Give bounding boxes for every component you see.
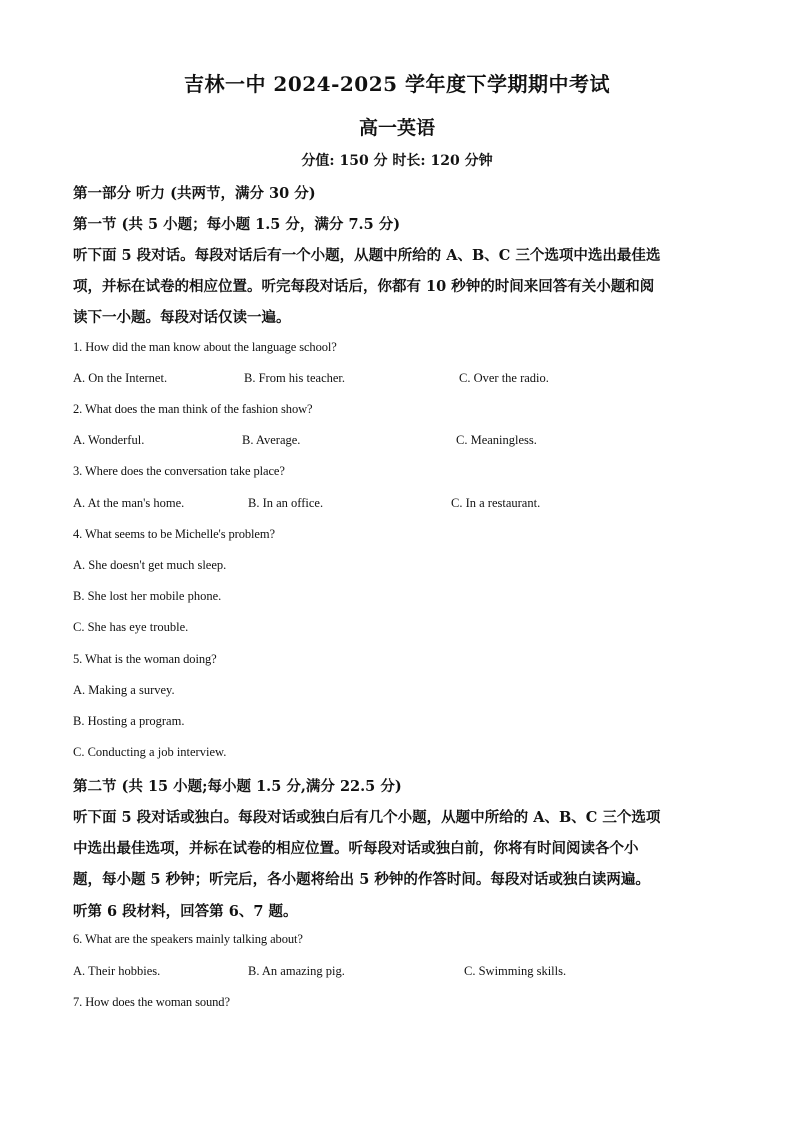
- option-a: A. On the Internet.: [73, 371, 168, 385]
- option-c: C. In a restaurant.: [451, 496, 541, 510]
- exam-subject: 高一英语: [358, 117, 435, 139]
- option-a: A. Wonderful.: [73, 433, 145, 447]
- question-text: 4. What seems to be Michelle's problem?: [73, 527, 275, 541]
- section1-instruction-line: 项，并标在试卷的相应位置。听完每段对话后，你都有 10 秒钟的时间来回答有关小题和阅: [73, 278, 655, 295]
- option-b: B. In an office.: [248, 496, 324, 510]
- question-text: 5. What is the woman doing?: [73, 652, 217, 666]
- option-c: C. Swimming skills.: [464, 964, 567, 978]
- section1-instruction-line: 读下一小题。每段对话仅读一遍。: [73, 309, 291, 326]
- option-b: B. An amazing pig.: [248, 964, 345, 978]
- section2-instruction-line: 题，每小题 5 秒钟；听完后，各小题将给出 5 秒钟的作答时间。每段对话或独白读两遍。: [73, 871, 650, 888]
- option-b: B. Hosting a program.: [73, 714, 185, 728]
- question-text: 7. How does the woman sound?: [73, 995, 230, 1009]
- option-b: B. She lost her mobile phone.: [73, 589, 222, 603]
- option-a: A. Making a survey.: [73, 683, 175, 697]
- option-c: C. Conducting a job interview.: [73, 745, 227, 759]
- option-c: C. Over the radio.: [459, 371, 549, 385]
- section1-instruction-line: 听下面 5 段对话。每段对话后有一个小题，从题中所给的 A、B、C 三个选项中选出最佳选: [73, 247, 661, 264]
- option-c: C. She has eye trouble.: [73, 620, 189, 634]
- section2-instruction-line: 中选出最佳选项，并标在试卷的相应位置。听每段对话或独白前，你将有时间阅读各个小: [73, 840, 639, 857]
- option-a: A. She doesn't get much sleep.: [73, 558, 227, 572]
- option-a: A. At the man's home.: [73, 496, 185, 510]
- question-text: 3. Where does the conversation take place?: [73, 464, 285, 478]
- question-text: 2. What does the man think of the fashion show?: [73, 402, 313, 416]
- exam-meta: 分值: 150 分 时长: 120 分钟: [301, 153, 493, 169]
- option-b: B. Average.: [242, 433, 301, 447]
- option-b: B. From his teacher.: [244, 371, 346, 385]
- part1-heading: 第一部分 听力 (共两节，满分 30 分): [73, 185, 316, 202]
- section2-heading: 第二节 (共 15 小题;每小题 1.5 分,满分 22.5 分): [73, 778, 402, 795]
- material-note: 听第 6 段材料，回答第 6、7 题。: [73, 903, 298, 920]
- section1-heading: 第一节 (共 5 小题；每小题 1.5 分，满分 7.5 分): [73, 216, 401, 233]
- option-c: C. Meaningless.: [456, 433, 537, 447]
- question-text: 6. What are the speakers mainly talking about?: [73, 932, 303, 946]
- section2-instruction-line: 听下面 5 段对话或独白。每段对话或独白后有几个小题，从题中所给的 A、B、C 三个选项: [73, 809, 661, 826]
- exam-title: 吉林一中 2024-2025 学年度下学期期中考试: [183, 72, 611, 96]
- question-text: 1. How did the man know about the language school?: [73, 340, 337, 354]
- option-a: A. Their hobbies.: [73, 964, 161, 978]
